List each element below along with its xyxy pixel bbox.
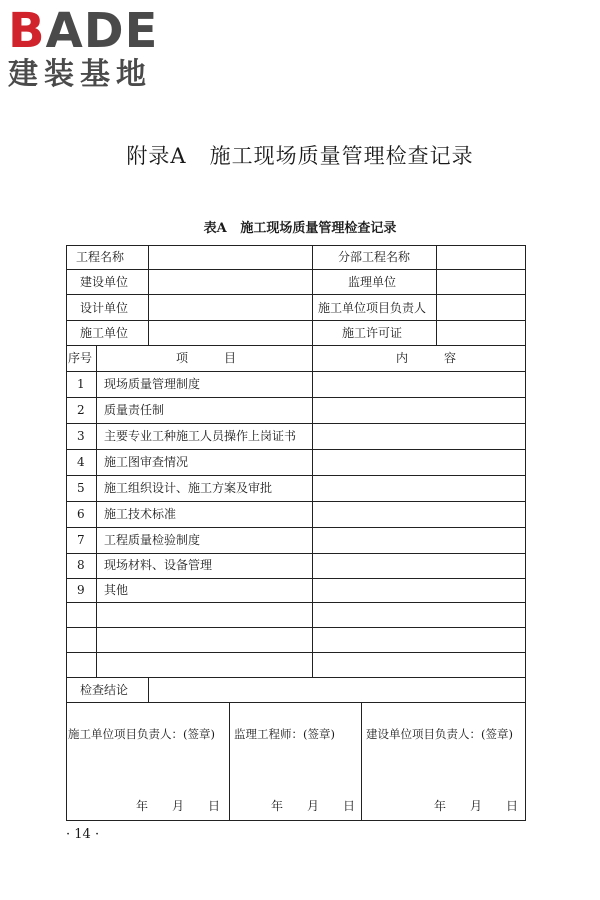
item-text: 现场材料、设备管理 [104,558,213,572]
item-text: 工程质量检验制度 [104,533,201,547]
appendix-heading: 附录A 施工现场质量管理检查记录 [126,144,474,168]
item-text: 施工技术标准 [104,507,177,521]
label-subproject-name: 分部工程名称 [338,250,411,264]
item-text: 其他 [104,583,129,597]
signature-date: 年 月 日 [271,799,356,813]
item-no: 1 [77,377,85,391]
label-construction-unit: 建设单位 [80,275,129,289]
item-no: 3 [77,429,85,443]
item-text: 施工图审查情况 [104,455,189,469]
logo [8,3,178,92]
item-text: 质量责任制 [104,403,165,417]
col-header-content: 内 容 [396,351,457,365]
signature-date: 年 月 日 [136,799,221,813]
signature-supervisor: 监理工程师：(签章) [234,727,335,741]
item-no: 5 [77,481,85,495]
page-number: · 14 · [66,827,100,842]
signature-date: 年 月 日 [434,799,519,813]
label-conclusion: 检查结论 [80,683,129,697]
inspection-table [66,245,526,821]
label-contractor: 施工单位 [80,326,129,340]
label-contractor-pm: 施工单位项目负责人 [318,301,427,315]
label-design-unit: 设计单位 [80,301,129,315]
label-supervision-unit: 监理单位 [348,275,397,289]
col-header-item: 项 目 [176,351,237,365]
item-no: 8 [77,558,85,572]
label-construction-permit: 施工许可证 [342,326,403,340]
item-no: 7 [77,533,85,547]
col-header-index: 序号 [68,351,93,365]
signature-contractor: 施工单位项目负责人：(签章) [68,727,215,741]
label-project-name: 工程名称 [76,250,125,264]
signature-owner: 建设单位项目负责人：(签章) [366,727,513,741]
item-text: 现场质量管理制度 [104,377,201,391]
table-caption: 表A 施工现场质量管理检查记录 [203,221,397,236]
item-no: 6 [77,507,85,521]
item-no: 2 [77,403,85,417]
item-text: 施工组织设计、施工方案及审批 [104,481,273,495]
item-text: 主要专业工种施工人员操作上岗证书 [104,429,297,443]
item-no: 9 [77,583,85,597]
item-no: 4 [77,455,85,469]
logo-wordmark: BADE [8,3,159,59]
logo-subtitle: 建装基地 [8,57,152,92]
